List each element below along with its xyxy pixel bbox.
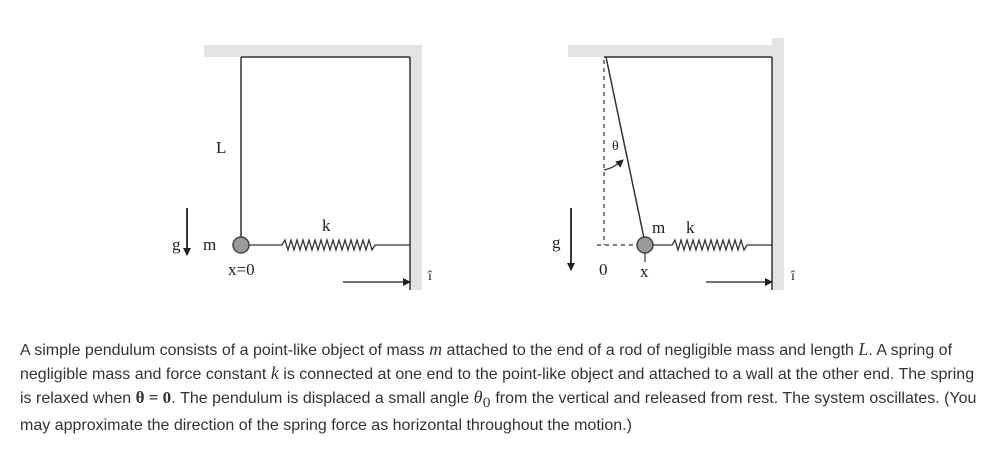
caption-theta-subscript: 0 bbox=[482, 396, 491, 412]
right-position-label: x bbox=[640, 262, 649, 281]
caption-theta-symbol: θ bbox=[473, 387, 483, 407]
right-gravity-label: g bbox=[552, 233, 561, 252]
caption-text-4: is connected at one end to the point-like object and attached to a wall at the other end. The spring is relaxed when bbox=[20, 366, 975, 407]
caption-mass-symbol: m bbox=[429, 339, 443, 359]
caption-text-2: attached to the end of a rod of negligible mass and length bbox=[442, 342, 859, 359]
caption-text-3: . A spring of negligible mass and force constant bbox=[20, 342, 953, 383]
right-diagram bbox=[552, 38, 796, 290]
right-wall bbox=[772, 38, 784, 290]
problem-description bbox=[20, 338, 980, 437]
right-ceiling bbox=[568, 45, 784, 57]
right-origin-label: 0 bbox=[599, 260, 608, 279]
left-diagram bbox=[172, 45, 433, 290]
caption-length-symbol: L bbox=[858, 339, 869, 359]
left-position-label: x=0 bbox=[228, 260, 255, 279]
caption-text-6: from the vertical and released from rest. The system oscillates. (You may approximate the direction of the spring force as horizontal throughout the motion.) bbox=[20, 390, 977, 435]
left-mass-label: m bbox=[203, 235, 217, 254]
right-axis-label: î bbox=[791, 269, 795, 284]
caption-text-5: . The pendulum is displaced a small angle bbox=[171, 390, 474, 407]
caption-text-1: A simple pendulum consists of a point-like object of mass bbox=[20, 342, 430, 359]
left-axis-label: î bbox=[428, 269, 432, 284]
left-spring bbox=[249, 240, 410, 250]
left-gravity-label: g bbox=[172, 235, 181, 254]
left-length-label: L bbox=[216, 138, 227, 157]
right-mass-bob bbox=[637, 237, 653, 253]
right-angle-arc bbox=[604, 160, 623, 170]
right-angle-label: θ bbox=[612, 139, 619, 154]
right-mass-label: m bbox=[652, 218, 666, 237]
left-wall bbox=[410, 45, 422, 290]
caption-relaxed-condition: θ = 0 bbox=[135, 388, 172, 407]
caption-spring-constant-symbol: k bbox=[270, 363, 279, 383]
left-ceiling bbox=[204, 45, 422, 57]
right-spring-label: k bbox=[686, 218, 695, 237]
left-mass-bob bbox=[233, 237, 249, 253]
right-spring bbox=[653, 240, 772, 250]
left-spring-label: k bbox=[322, 216, 331, 235]
